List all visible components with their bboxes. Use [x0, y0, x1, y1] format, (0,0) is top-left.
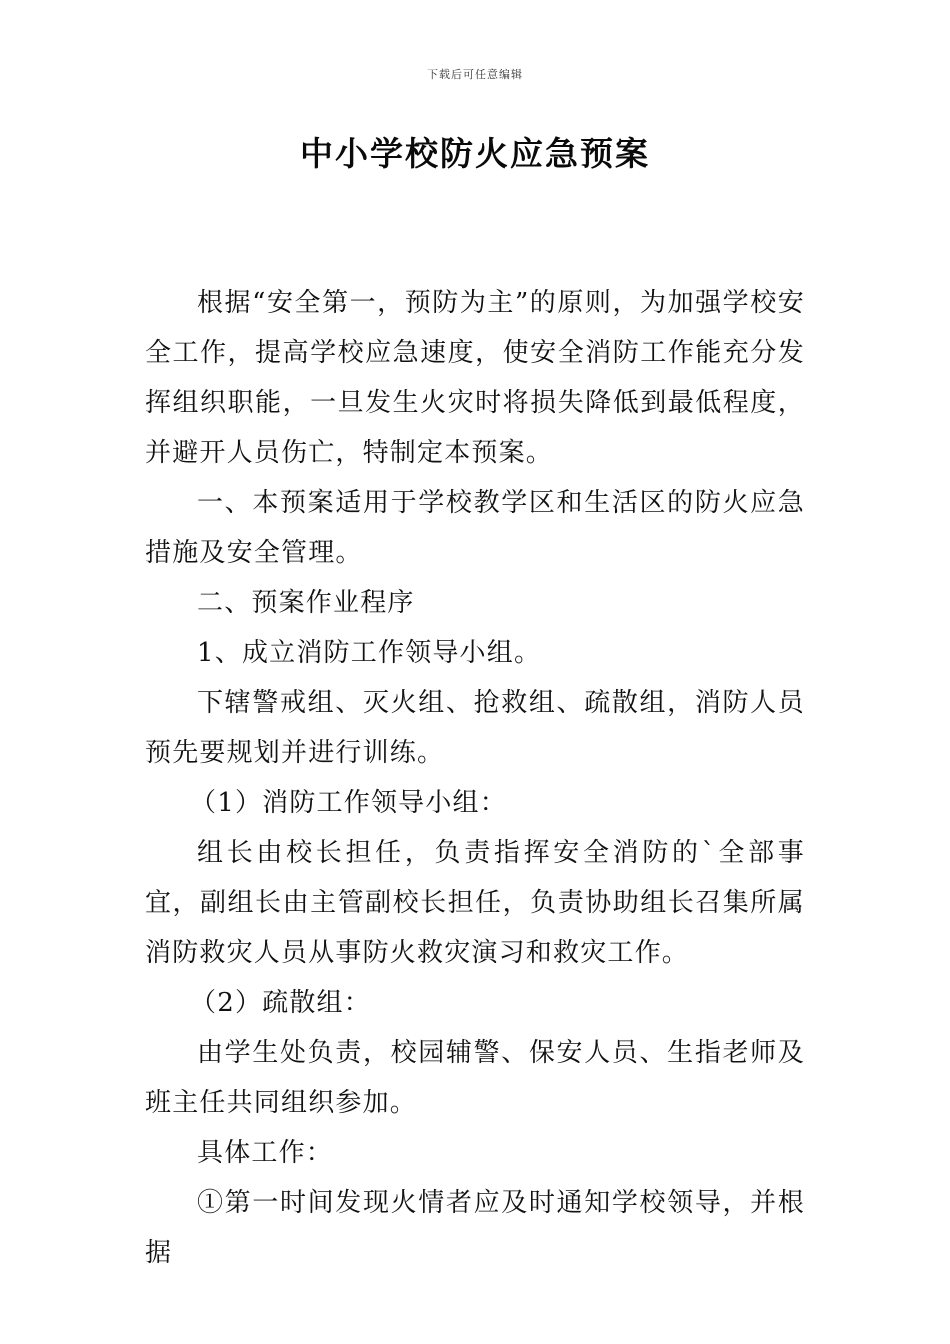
header-note: 下载后可任意编辑 [427, 68, 523, 81]
paragraph-scope: 一、本预案适用于学校教学区和生活区的防火应急措施及安全管理。 [145, 488, 805, 568]
paragraph-subheading-leadership: （1）消防工作领导小组： [190, 788, 507, 818]
paragraph-tasks-heading: 具体工作： [197, 1138, 334, 1168]
paragraph-item-1: 1、成立消防工作领导小组。 [197, 638, 542, 668]
paragraph-groups: 下辖警戒组、灭火组、抢救组、疏散组，消防人员预先要规划并进行训练。 [145, 688, 805, 768]
paragraph-leadership: 组长由校长担任，负责指挥安全消防的`全部事宜，副组长由主管副校长担任，负责协助组长召集所属消防救灾人员从事防火救灾演习和救灾工作。 [145, 838, 805, 968]
paragraph-evacuation: 由学生处负责，校园辅警、保安人员、生指老师及班主任共同组织参加。 [145, 1038, 805, 1118]
paragraph-intro: 根据“安全第一，预防为主”的原则，为加强学校安全工作，提高学校应急速度，使安全消防工作能充分发挥组织职能，一旦发生火灾时将损失降低到最低程度，并避开人员伤亡，特制定本预案。 [145, 288, 805, 468]
document-body [145, 278, 805, 1278]
document-title: 中小学校防火应急预案 [300, 134, 650, 173]
paragraph-section-heading: 二、预案作业程序 [197, 588, 415, 618]
paragraph-subheading-evacuation: （2）疏散组： [190, 988, 371, 1018]
paragraph-task-1: ①第一时间发现火情者应及时通知学校领导，并根据 [145, 1188, 805, 1268]
